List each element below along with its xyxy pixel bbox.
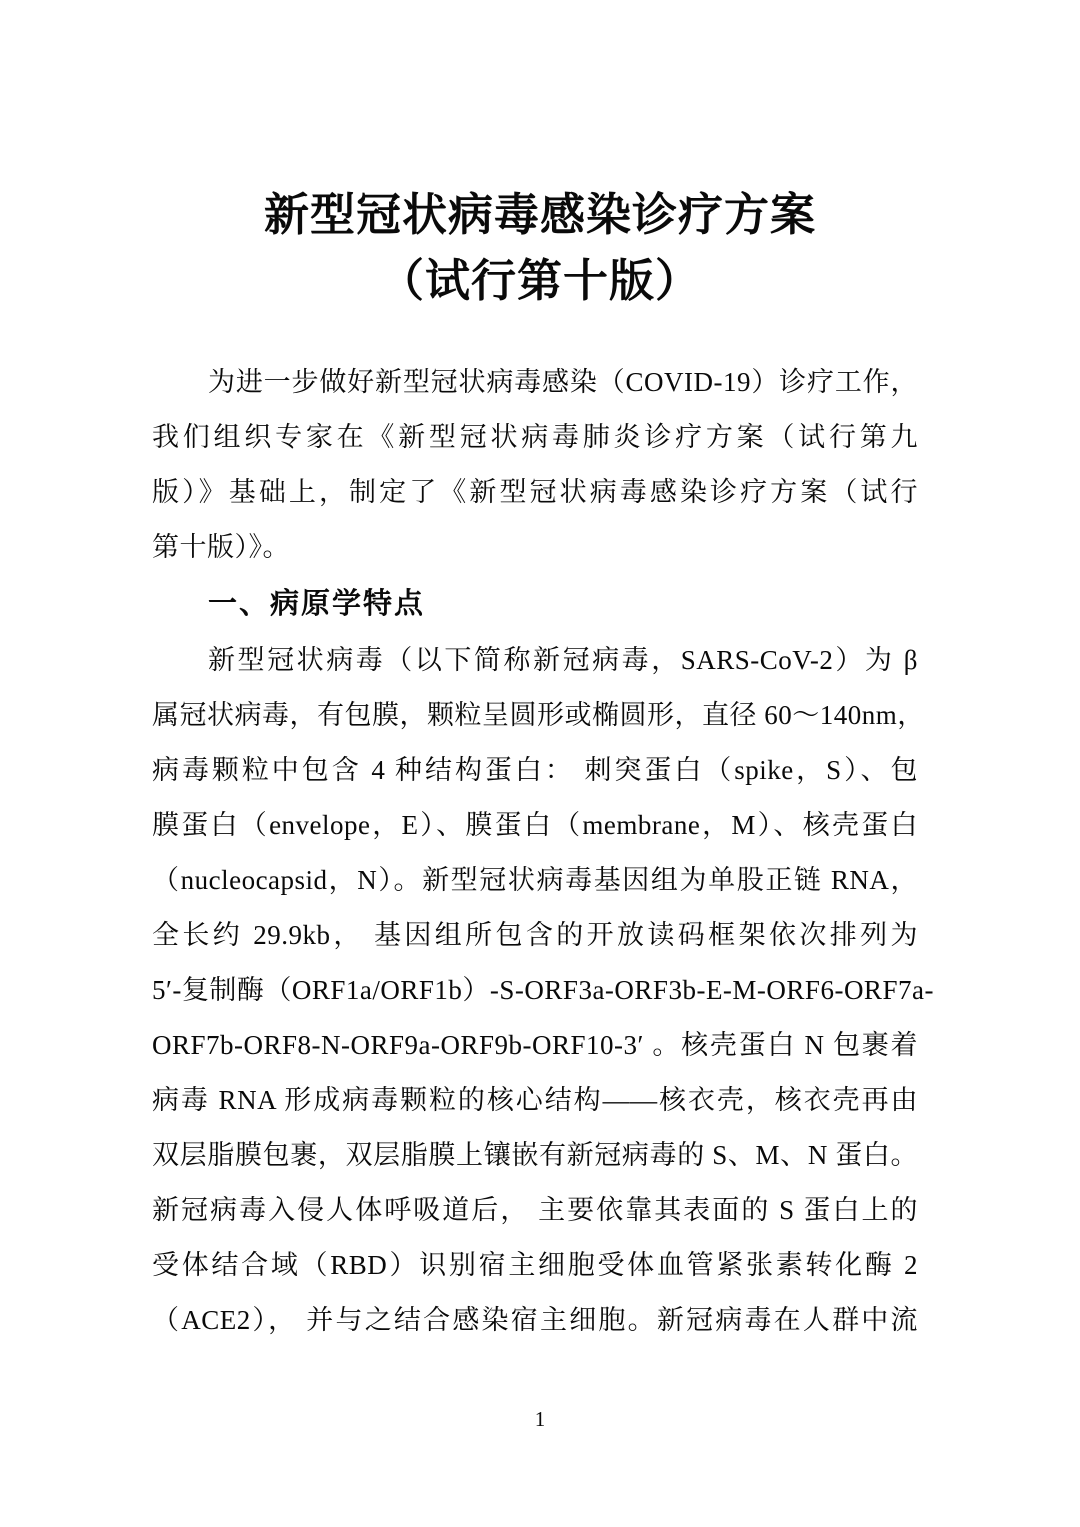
doc-title bbox=[0, 0, 1080, 314]
section-1-line-11: 新冠病毒入侵人体呼吸道后， 主要依靠其表面的 S 蛋白上的 bbox=[152, 1195, 918, 1225]
section-1-line-13: （ACE2）， 并与之结合感染宿主细胞。新冠病毒在人群中流 bbox=[152, 1305, 918, 1335]
intro-line-4: 第十版）》。 bbox=[152, 532, 290, 562]
section-1-line-1: 新型冠状病毒（以下简称新冠病毒，SARS-CoV-2）为 β bbox=[208, 645, 918, 675]
section-1-line-12: 受体结合域（RBD）识别宿主细胞受体血管紧张素转化酶 2 bbox=[152, 1250, 918, 1280]
intro-line-2: 我们组织专家在《新型冠状病毒肺炎诊疗方案（试行第九 bbox=[152, 422, 918, 452]
section-1-line-3: 病毒颗粒中包含 4 种结构蛋白： 刺突蛋白（spike，S）、包 bbox=[152, 755, 918, 785]
doc-body bbox=[152, 355, 934, 1348]
section-1-line-9: 病毒 RNA 形成病毒颗粒的核心结构——核衣壳，核衣壳再由 bbox=[152, 1085, 918, 1115]
intro-line-1: 为进一步做好新型冠状病毒感染（COVID-19）诊疗工作， bbox=[208, 367, 918, 397]
intro-line-3: 版）》基础上，制定了《新型冠状病毒感染诊疗方案（试行 bbox=[152, 477, 918, 507]
section-1-line-10: 双层脂膜包裹，双层脂膜上镶嵌有新冠病毒的 S、M、N 蛋白。 bbox=[152, 1140, 918, 1170]
page-number: 1 bbox=[534, 1407, 546, 1431]
section-1-line-8: ORF7b-ORF8-N-ORF9a-ORF9b-ORF10-3′ 。核壳蛋白 N 包裹着 bbox=[152, 1030, 918, 1060]
doc-title-line-1: 新型冠状病毒感染诊疗方案 bbox=[263, 190, 816, 240]
section-1-line-7: 5′-复制酶（ORF1a/ORF1b）-S-ORF3a-ORF3b-E-M-ORF6-ORF7a- bbox=[152, 975, 934, 1005]
section-1-line-6: 全长约 29.9kb， 基因组所包含的开放读码框架依次排列为 bbox=[152, 920, 918, 950]
section-1-line-5: （nucleocapsid，N）。新型冠状病毒基因组为单股正链 RNA， bbox=[152, 865, 918, 895]
section-1-line-4: 膜蛋白（envelope，E）、膜蛋白（membrane，M）、核壳蛋白 bbox=[152, 810, 918, 840]
doc-title-line-2: （试行第十版） bbox=[378, 256, 701, 306]
section-1-line-2: 属冠状病毒，有包膜，颗粒呈圆形或椭圆形，直径 60～140nm， bbox=[152, 700, 925, 730]
page-footer bbox=[0, 1405, 1080, 1433]
section-1-heading: 一、病原学特点 bbox=[208, 588, 426, 620]
